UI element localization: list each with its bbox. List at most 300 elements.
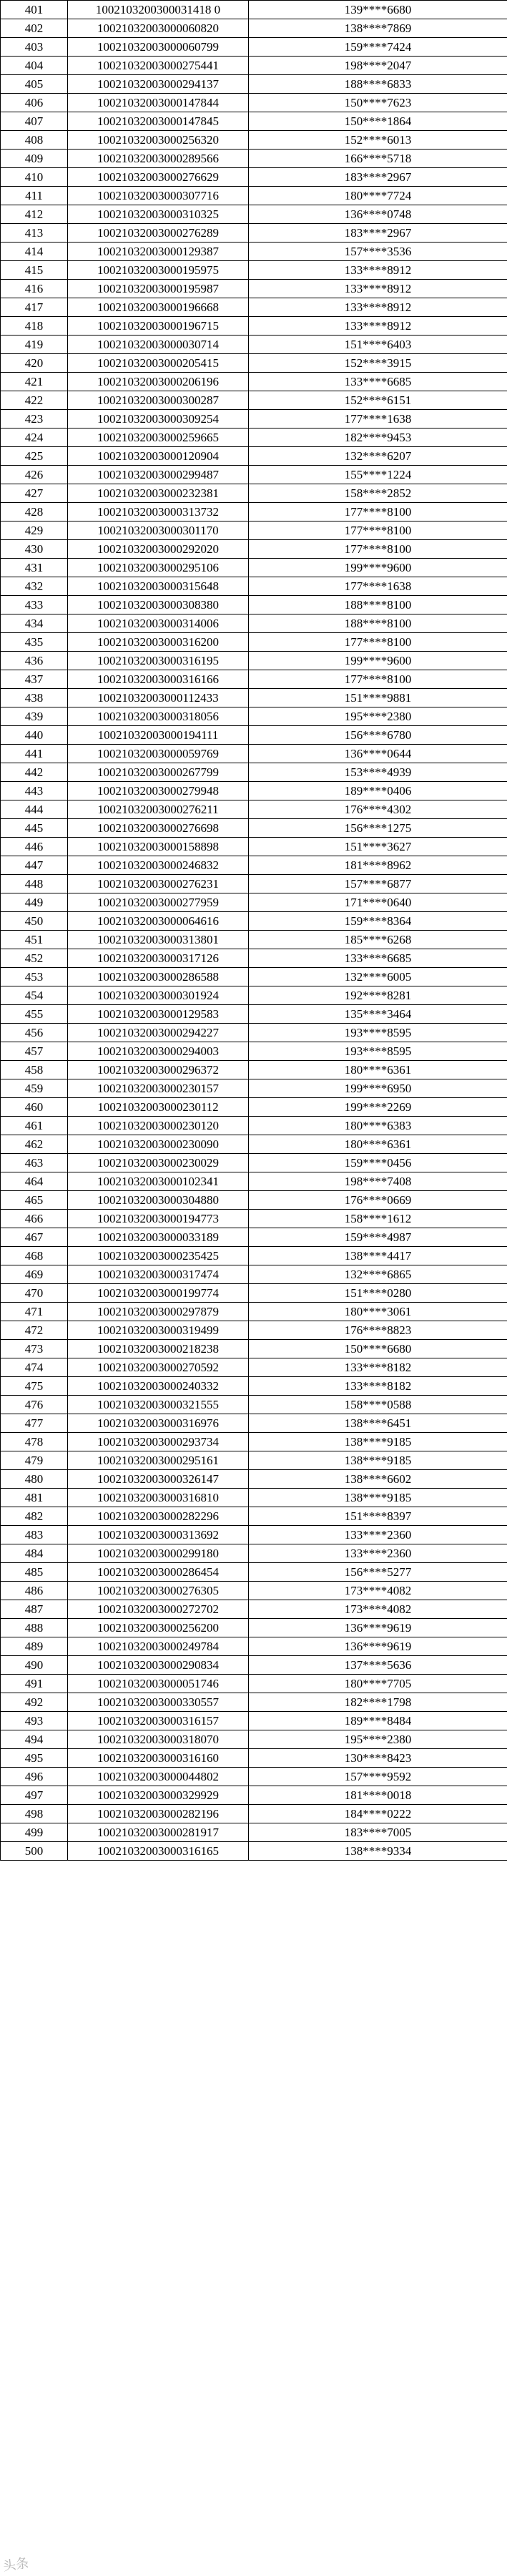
- id-number-cell: 10021032003000316166: [68, 670, 249, 689]
- phone-number-cell: 153****4939: [249, 763, 507, 782]
- table-row: [1, 1210, 507, 1228]
- id-number-cell: 10021032003000318070: [68, 1730, 249, 1749]
- id-number-cell: 10021032003000199774: [68, 1284, 249, 1303]
- phone-number-cell: 156****6780: [249, 726, 507, 745]
- id-number-cell: 10021032003000033189: [68, 1228, 249, 1247]
- phone-number-cell: 177****8100: [249, 670, 507, 689]
- phone-number-cell: 182****1798: [249, 1693, 507, 1712]
- row-number-cell: 416: [1, 280, 68, 298]
- table-row: [1, 652, 507, 670]
- row-number-cell: 468: [1, 1247, 68, 1265]
- phone-number-cell: 177****8100: [249, 633, 507, 652]
- id-number-cell: 10021032003000313801: [68, 931, 249, 949]
- row-number-cell: 481: [1, 1489, 68, 1507]
- table-row: [1, 1637, 507, 1656]
- row-number-cell: 475: [1, 1377, 68, 1396]
- row-number-cell: 409: [1, 150, 68, 168]
- phone-number-cell: 138****4417: [249, 1247, 507, 1265]
- id-number-cell: 10021032003000060820: [68, 19, 249, 38]
- phone-number-cell: 138****6451: [249, 1414, 507, 1433]
- phone-number-cell: 173****4082: [249, 1600, 507, 1619]
- table-row: [1, 1, 507, 19]
- table-row: [1, 1600, 507, 1619]
- phone-number-cell: 150****7623: [249, 94, 507, 112]
- id-number-cell: 10021032003000195975: [68, 261, 249, 280]
- phone-number-cell: 183****2967: [249, 224, 507, 243]
- table-row: [1, 428, 507, 447]
- phone-number-cell: 199****2269: [249, 1098, 507, 1117]
- id-number-cell: 10021032003000129387: [68, 243, 249, 261]
- id-number-cell: 10021032003000307716: [68, 187, 249, 205]
- table-row: [1, 800, 507, 819]
- id-number-cell: 10021032003000282196: [68, 1805, 249, 1823]
- id-number-cell: 10021032003000230029: [68, 1154, 249, 1172]
- table-row: [1, 1563, 507, 1582]
- row-number-cell: 478: [1, 1433, 68, 1451]
- id-number-cell: 10021032003000299180: [68, 1544, 249, 1563]
- row-number-cell: 419: [1, 336, 68, 354]
- row-number-cell: 487: [1, 1600, 68, 1619]
- table-row: [1, 391, 507, 410]
- id-number-cell: 10021032003000196715: [68, 317, 249, 336]
- table-row: [1, 1414, 507, 1433]
- phone-number-cell: 181****0018: [249, 1786, 507, 1805]
- phone-number-cell: 133****8182: [249, 1377, 507, 1396]
- row-number-cell: 405: [1, 75, 68, 94]
- row-number-cell: 444: [1, 800, 68, 819]
- row-number-cell: 415: [1, 261, 68, 280]
- phone-number-cell: 132****6865: [249, 1265, 507, 1284]
- table-row: [1, 689, 507, 707]
- table-row: [1, 280, 507, 298]
- phone-number-cell: 198****2047: [249, 57, 507, 75]
- row-number-cell: 413: [1, 224, 68, 243]
- row-number-cell: 488: [1, 1619, 68, 1637]
- row-number-cell: 476: [1, 1396, 68, 1414]
- id-number-cell: 10021032003000259665: [68, 428, 249, 447]
- table-row: [1, 1693, 507, 1712]
- id-number-cell: 10021032003000326147: [68, 1470, 249, 1489]
- id-number-cell: 10021032003000282296: [68, 1507, 249, 1526]
- id-number-cell: 10021032003000240332: [68, 1377, 249, 1396]
- table-row: [1, 745, 507, 763]
- phone-number-cell: 156****1275: [249, 819, 507, 838]
- id-number-cell: 10021032003000286588: [68, 968, 249, 986]
- phone-number-cell: 159****0456: [249, 1154, 507, 1172]
- phone-number-cell: 166****5718: [249, 150, 507, 168]
- id-number-cell: 10021032003000147845: [68, 112, 249, 131]
- table-row: [1, 94, 507, 112]
- row-number-cell: 465: [1, 1191, 68, 1210]
- row-number-cell: 482: [1, 1507, 68, 1526]
- table-row: [1, 131, 507, 150]
- row-number-cell: 463: [1, 1154, 68, 1172]
- table-row: [1, 75, 507, 94]
- phone-number-cell: 159****8364: [249, 912, 507, 931]
- table-row: [1, 1823, 507, 1842]
- id-number-cell: 10021032003000158898: [68, 838, 249, 856]
- phone-number-cell: 132****6005: [249, 968, 507, 986]
- table-row: [1, 596, 507, 614]
- table-row: [1, 1024, 507, 1042]
- id-number-cell: 10021032003000321555: [68, 1396, 249, 1414]
- row-number-cell: 423: [1, 410, 68, 428]
- id-number-cell: 10021032003000316810: [68, 1489, 249, 1507]
- phone-number-cell: 151****8397: [249, 1507, 507, 1526]
- table-row: [1, 1265, 507, 1284]
- table-row: [1, 317, 507, 336]
- table-row: [1, 763, 507, 782]
- phone-number-cell: 132****6207: [249, 447, 507, 466]
- phone-number-cell: 136****9619: [249, 1619, 507, 1637]
- row-number-cell: 421: [1, 373, 68, 391]
- row-number-cell: 469: [1, 1265, 68, 1284]
- table-row: [1, 1321, 507, 1340]
- phone-number-cell: 177****8100: [249, 521, 507, 540]
- row-number-cell: 449: [1, 893, 68, 912]
- id-number-cell: 10021032003000272702: [68, 1600, 249, 1619]
- phone-number-cell: 130****8423: [249, 1749, 507, 1768]
- row-number-cell: 431: [1, 559, 68, 577]
- phone-number-cell: 151****3627: [249, 838, 507, 856]
- table-row: [1, 986, 507, 1005]
- table-row: [1, 1396, 507, 1414]
- row-number-cell: 491: [1, 1675, 68, 1693]
- row-number-cell: 484: [1, 1544, 68, 1563]
- phone-number-cell: 138****7869: [249, 19, 507, 38]
- phone-number-cell: 176****0669: [249, 1191, 507, 1210]
- row-number-cell: 414: [1, 243, 68, 261]
- id-number-cell: 10021032003000300287: [68, 391, 249, 410]
- phone-number-cell: 152****6151: [249, 391, 507, 410]
- table-row: [1, 1061, 507, 1079]
- table-row: [1, 875, 507, 893]
- phone-number-cell: 180****6361: [249, 1135, 507, 1154]
- id-number-cell: 10021032003000195987: [68, 280, 249, 298]
- table-row: [1, 1786, 507, 1805]
- id-number-cell: 10021032003000194773: [68, 1210, 249, 1228]
- id-number-cell: 10021032003000281917: [68, 1823, 249, 1842]
- id-number-cell: 10021032003000267799: [68, 763, 249, 782]
- phone-number-cell: 183****7005: [249, 1823, 507, 1842]
- phone-number-cell: 177****8100: [249, 540, 507, 559]
- id-number-cell: 10021032003000064616: [68, 912, 249, 931]
- id-number-cell: 10021032003000316195: [68, 652, 249, 670]
- row-number-cell: 483: [1, 1526, 68, 1544]
- phone-number-cell: 151****0280: [249, 1284, 507, 1303]
- id-number-cell: 10021032003000310325: [68, 205, 249, 224]
- id-number-cell: 10021032003000218238: [68, 1340, 249, 1358]
- row-number-cell: 496: [1, 1768, 68, 1786]
- row-number-cell: 480: [1, 1470, 68, 1489]
- id-number-cell: 10021032003000230157: [68, 1079, 249, 1098]
- row-number-cell: 433: [1, 596, 68, 614]
- row-number-cell: 455: [1, 1005, 68, 1024]
- phone-number-cell: 195****2380: [249, 1730, 507, 1749]
- row-number-cell: 457: [1, 1042, 68, 1061]
- table-row: [1, 1358, 507, 1377]
- phone-number-cell: 138****9185: [249, 1489, 507, 1507]
- table-row: [1, 224, 507, 243]
- phone-number-cell: 176****4302: [249, 800, 507, 819]
- id-number-cell: 10021032003000276289: [68, 224, 249, 243]
- phone-number-cell: 136****0644: [249, 745, 507, 763]
- table-row: [1, 1042, 507, 1061]
- id-number-cell: 10021032003000295106: [68, 559, 249, 577]
- id-number-cell: 10021032003000292020: [68, 540, 249, 559]
- id-number-cell: 10021032003000120904: [68, 447, 249, 466]
- row-number-cell: 442: [1, 763, 68, 782]
- row-number-cell: 441: [1, 745, 68, 763]
- row-number-cell: 412: [1, 205, 68, 224]
- table-row: [1, 484, 507, 503]
- table-row: [1, 447, 507, 466]
- table-row: [1, 1712, 507, 1730]
- table-row: [1, 540, 507, 559]
- table-row: [1, 112, 507, 131]
- row-number-cell: 500: [1, 1842, 68, 1861]
- table-row: [1, 968, 507, 986]
- id-number-cell: 10021032003000249784: [68, 1637, 249, 1656]
- id-number-cell: 10021032003000276231: [68, 875, 249, 893]
- phone-number-cell: 159****4987: [249, 1228, 507, 1247]
- phone-number-cell: 156****5277: [249, 1563, 507, 1582]
- row-number-cell: 472: [1, 1321, 68, 1340]
- table-row: [1, 298, 507, 317]
- table-row: [1, 1544, 507, 1563]
- id-number-cell: 10021032003000147844: [68, 94, 249, 112]
- phone-number-cell: 193****8595: [249, 1042, 507, 1061]
- phone-number-cell: 138****9185: [249, 1433, 507, 1451]
- id-number-cell: 10021032003000294227: [68, 1024, 249, 1042]
- table-row: [1, 1451, 507, 1470]
- id-number-cell: 10021032003000316160: [68, 1749, 249, 1768]
- id-number-cell: 10021032003000301170: [68, 521, 249, 540]
- row-number-cell: 445: [1, 819, 68, 838]
- id-number-cell: 10021032003000276629: [68, 168, 249, 187]
- row-number-cell: 401: [1, 1, 68, 19]
- table-row: [1, 1470, 507, 1489]
- table-row: [1, 1135, 507, 1154]
- table-row: [1, 893, 507, 912]
- row-number-cell: 402: [1, 19, 68, 38]
- phone-number-cell: 189****8484: [249, 1712, 507, 1730]
- id-number-cell: 10021032003000319499: [68, 1321, 249, 1340]
- phone-number-cell: 133****6685: [249, 949, 507, 968]
- id-number-cell: 10021032003000313692: [68, 1526, 249, 1544]
- table-row: [1, 1582, 507, 1600]
- watermark: 头条: [1, 2555, 30, 2575]
- row-number-cell: 440: [1, 726, 68, 745]
- row-number-cell: 432: [1, 577, 68, 596]
- table-row: [1, 1228, 507, 1247]
- row-number-cell: 448: [1, 875, 68, 893]
- row-number-cell: 403: [1, 38, 68, 57]
- table-row: [1, 838, 507, 856]
- row-number-cell: 418: [1, 317, 68, 336]
- table-row: [1, 912, 507, 931]
- table-row: [1, 521, 507, 540]
- table-row: [1, 1749, 507, 1768]
- phone-number-cell: 155****1224: [249, 466, 507, 484]
- phone-number-cell: 159****7424: [249, 38, 507, 57]
- row-number-cell: 458: [1, 1061, 68, 1079]
- table-row: [1, 1507, 507, 1526]
- phone-number-cell: 173****4082: [249, 1582, 507, 1600]
- row-number-cell: 428: [1, 503, 68, 521]
- row-number-cell: 424: [1, 428, 68, 447]
- phone-number-cell: 136****0748: [249, 205, 507, 224]
- phone-number-cell: 185****6268: [249, 931, 507, 949]
- id-number-cell: 10021032003000030714: [68, 336, 249, 354]
- table-row: [1, 243, 507, 261]
- id-number-cell: 10021032003000329929: [68, 1786, 249, 1805]
- id-number-cell: 10021032003000256320: [68, 131, 249, 150]
- row-number-cell: 437: [1, 670, 68, 689]
- row-number-cell: 430: [1, 540, 68, 559]
- table-row: [1, 1079, 507, 1098]
- table-row: [1, 726, 507, 745]
- table-row: [1, 466, 507, 484]
- id-number-cell: 10021032003000256200: [68, 1619, 249, 1637]
- phone-number-cell: 151****9881: [249, 689, 507, 707]
- row-number-cell: 420: [1, 354, 68, 373]
- row-number-cell: 410: [1, 168, 68, 187]
- table-row: [1, 150, 507, 168]
- table-row: [1, 577, 507, 596]
- row-number-cell: 471: [1, 1303, 68, 1321]
- phone-number-cell: 177****1638: [249, 577, 507, 596]
- id-number-cell: 10021032003000301924: [68, 986, 249, 1005]
- phone-number-cell: 151****6403: [249, 336, 507, 354]
- table-row: [1, 1619, 507, 1637]
- row-number-cell: 425: [1, 447, 68, 466]
- table-row: [1, 670, 507, 689]
- row-number-cell: 492: [1, 1693, 68, 1712]
- row-number-cell: 443: [1, 782, 68, 800]
- phone-number-cell: 158****0588: [249, 1396, 507, 1414]
- row-number-cell: 474: [1, 1358, 68, 1377]
- id-number-cell: 10021032003000206196: [68, 373, 249, 391]
- row-number-cell: 452: [1, 949, 68, 968]
- phone-number-cell: 157****3536: [249, 243, 507, 261]
- phone-number-cell: 198****7408: [249, 1172, 507, 1191]
- table-row: [1, 410, 507, 428]
- phone-number-cell: 133****8182: [249, 1358, 507, 1377]
- table-row: [1, 856, 507, 875]
- row-number-cell: 464: [1, 1172, 68, 1191]
- phone-number-cell: 133****2360: [249, 1526, 507, 1544]
- id-number-cell: 10021032003000205415: [68, 354, 249, 373]
- table-row: [1, 1303, 507, 1321]
- id-number-cell: 10021032003000196668: [68, 298, 249, 317]
- row-number-cell: 407: [1, 112, 68, 131]
- row-number-cell: 453: [1, 968, 68, 986]
- row-number-cell: 485: [1, 1563, 68, 1582]
- id-number-cell: 10021032003000194111: [68, 726, 249, 745]
- table-row: [1, 38, 507, 57]
- phone-number-cell: 188****8100: [249, 596, 507, 614]
- id-number-cell: 10021032003000044802: [68, 1768, 249, 1786]
- phone-number-cell: 188****6833: [249, 75, 507, 94]
- row-number-cell: 434: [1, 614, 68, 633]
- row-number-cell: 408: [1, 131, 68, 150]
- id-number-cell: 10021032003000060799: [68, 38, 249, 57]
- phone-number-cell: 199****9600: [249, 652, 507, 670]
- table-row: [1, 1172, 507, 1191]
- table-row: [1, 168, 507, 187]
- id-number-cell: 10021032003000102341: [68, 1172, 249, 1191]
- row-number-cell: 461: [1, 1117, 68, 1135]
- table-row: [1, 707, 507, 726]
- id-number-cell: 10021032003000279948: [68, 782, 249, 800]
- id-number-cell: 10021032003000286454: [68, 1563, 249, 1582]
- row-number-cell: 459: [1, 1079, 68, 1098]
- id-number-cell: 10021032003000290834: [68, 1656, 249, 1675]
- table-row: [1, 1247, 507, 1265]
- phone-number-cell: 150****6680: [249, 1340, 507, 1358]
- phone-number-cell: 158****2852: [249, 484, 507, 503]
- phone-number-cell: 133****8912: [249, 261, 507, 280]
- table-row: [1, 373, 507, 391]
- row-number-cell: 498: [1, 1805, 68, 1823]
- table-row: [1, 19, 507, 38]
- id-number-cell: 10021032003000297879: [68, 1303, 249, 1321]
- row-number-cell: 479: [1, 1451, 68, 1470]
- id-number-cell: 10021032003000235425: [68, 1247, 249, 1265]
- table-row: [1, 503, 507, 521]
- table-row: [1, 1656, 507, 1675]
- phone-number-cell: 199****9600: [249, 559, 507, 577]
- table-row: [1, 1117, 507, 1135]
- phone-number-cell: 133****8912: [249, 298, 507, 317]
- table-row: [1, 819, 507, 838]
- id-number-cell: 10021032003000317474: [68, 1265, 249, 1284]
- row-number-cell: 467: [1, 1228, 68, 1247]
- row-number-cell: 466: [1, 1210, 68, 1228]
- phone-number-cell: 138****9185: [249, 1451, 507, 1470]
- row-number-cell: 406: [1, 94, 68, 112]
- phone-number-cell: 138****6602: [249, 1470, 507, 1489]
- table-row: [1, 1284, 507, 1303]
- id-number-cell: 10021032003000304880: [68, 1191, 249, 1210]
- row-number-cell: 436: [1, 652, 68, 670]
- id-number-cell: 10021032003000059769: [68, 745, 249, 763]
- table-row: [1, 354, 507, 373]
- phone-number-cell: 152****6013: [249, 131, 507, 150]
- phone-number-cell: 177****8100: [249, 503, 507, 521]
- id-number-cell: 10021032003000230090: [68, 1135, 249, 1154]
- id-number-cell: 10021032003000230120: [68, 1117, 249, 1135]
- table-row: [1, 1098, 507, 1117]
- table-row: [1, 614, 507, 633]
- id-number-cell: 10021032003000246832: [68, 856, 249, 875]
- row-number-cell: 462: [1, 1135, 68, 1154]
- row-number-cell: 429: [1, 521, 68, 540]
- id-number-cell: 10021032003000308380: [68, 596, 249, 614]
- phone-number-cell: 133****6685: [249, 373, 507, 391]
- phone-number-cell: 133****2360: [249, 1544, 507, 1563]
- row-number-cell: 404: [1, 57, 68, 75]
- id-number-cell: 10021032003000316165: [68, 1842, 249, 1861]
- phone-number-cell: 133****8912: [249, 317, 507, 336]
- table-row: [1, 931, 507, 949]
- phone-number-cell: 171****0640: [249, 893, 507, 912]
- phone-number-cell: 158****1612: [249, 1210, 507, 1228]
- phone-number-cell: 152****3915: [249, 354, 507, 373]
- row-number-cell: 486: [1, 1582, 68, 1600]
- id-number-cell: 10021032003000316976: [68, 1414, 249, 1433]
